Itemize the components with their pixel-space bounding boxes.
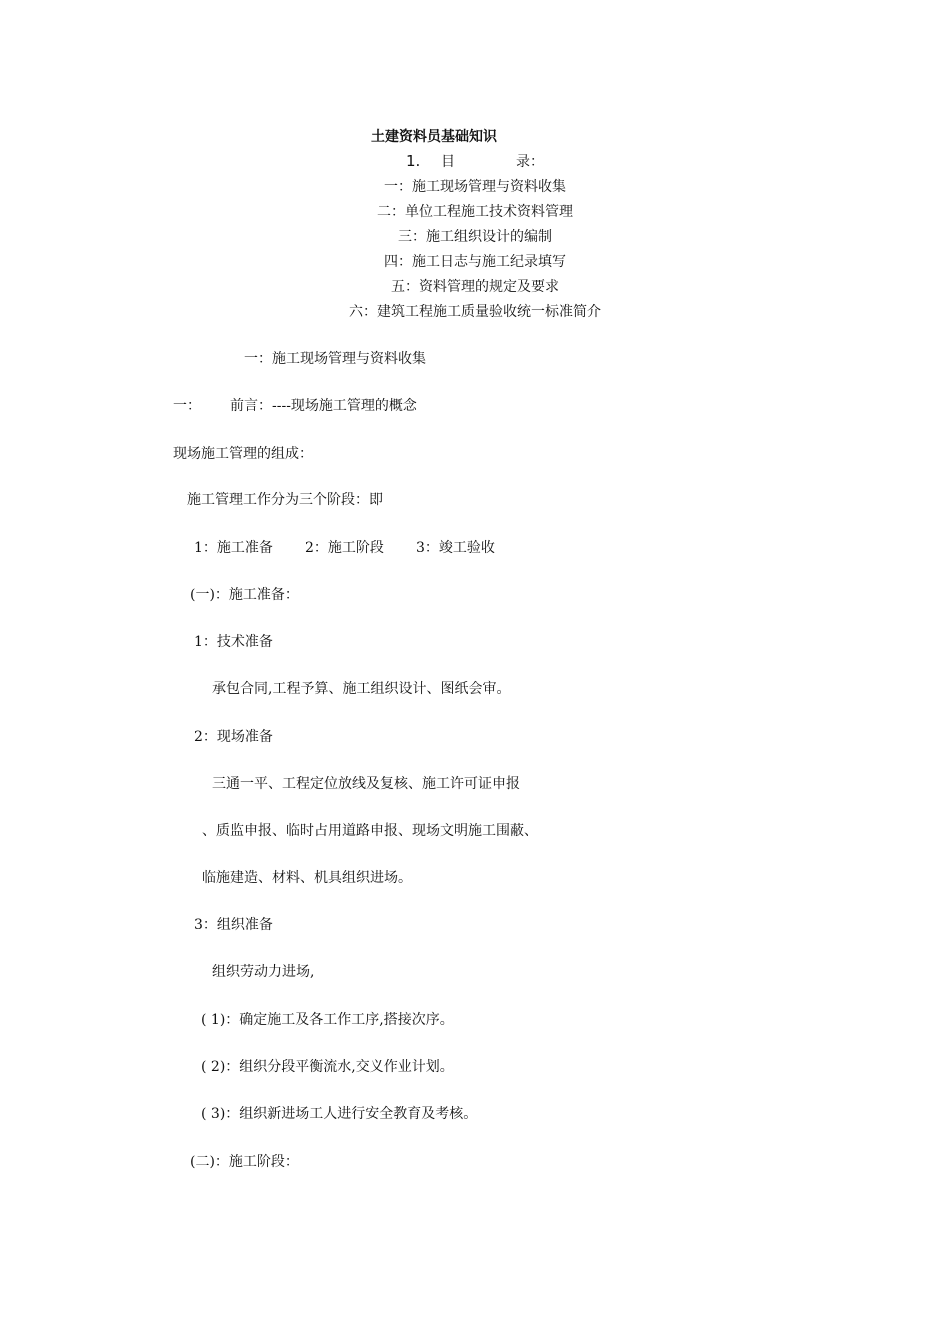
toc-heading-second: 录： bbox=[516, 154, 544, 170]
toc-item: 四：施工日志与施工纪录填写 bbox=[384, 254, 566, 270]
stage-item: 3：竣工验收 bbox=[416, 540, 495, 556]
stage-item: 2：施工阶段 bbox=[305, 540, 384, 556]
intro-text: 前言：----现场施工管理的概念 bbox=[230, 398, 417, 414]
item-text: 临施建造、材料、机具组织进场。 bbox=[202, 870, 412, 886]
intro-number: 一： bbox=[173, 398, 201, 414]
item-text: 组织劳动力进场, bbox=[212, 964, 315, 980]
stages-intro: 施工管理工作分为三个阶段：即 bbox=[187, 492, 383, 508]
toc-number: 1. bbox=[406, 152, 421, 170]
section-heading: 一：施工现场管理与资料收集 bbox=[244, 351, 426, 367]
item-text: 三通一平、工程定位放线及复核、施工许可证申报 bbox=[212, 776, 520, 792]
toc-heading-first: 目 bbox=[441, 154, 455, 170]
list-item: ( 1)：确定施工及各工作工序,搭接次序。 bbox=[201, 1012, 454, 1028]
list-item: ( 2)：组织分段平衡流水,交义作业计划。 bbox=[201, 1059, 454, 1075]
toc-item: 五：资料管理的规定及要求 bbox=[391, 279, 559, 295]
stage-item: 1：施工准备 bbox=[194, 540, 273, 556]
subsection-heading: (二)：施工阶段： bbox=[190, 1154, 299, 1170]
subsection-heading: (一)：施工准备： bbox=[190, 587, 299, 603]
item-heading: 3：组织准备 bbox=[194, 917, 273, 933]
toc-item: 一：施工现场管理与资料收集 bbox=[384, 179, 566, 195]
toc-item: 六：建筑工程施工质量验收统一标准简介 bbox=[349, 304, 601, 320]
toc-item: 三：施工组织设计的编制 bbox=[398, 229, 552, 245]
item-heading: 1：技术准备 bbox=[194, 634, 273, 650]
item-heading: 2：现场准备 bbox=[194, 729, 273, 745]
composition-label: 现场施工管理的组成： bbox=[173, 446, 313, 462]
item-text: 、质监申报、临时占用道路申报、现场文明施工围蔽、 bbox=[202, 823, 538, 839]
item-text: 承包合同,工程予算、施工组织设计、图纸会审。 bbox=[212, 681, 511, 697]
document-title: 土建资料员基础知识 bbox=[371, 129, 497, 145]
list-item: ( 3)：组织新进场工人进行安全教育及考核。 bbox=[201, 1106, 478, 1122]
toc-item: 二：单位工程施工技术资料管理 bbox=[377, 204, 573, 220]
